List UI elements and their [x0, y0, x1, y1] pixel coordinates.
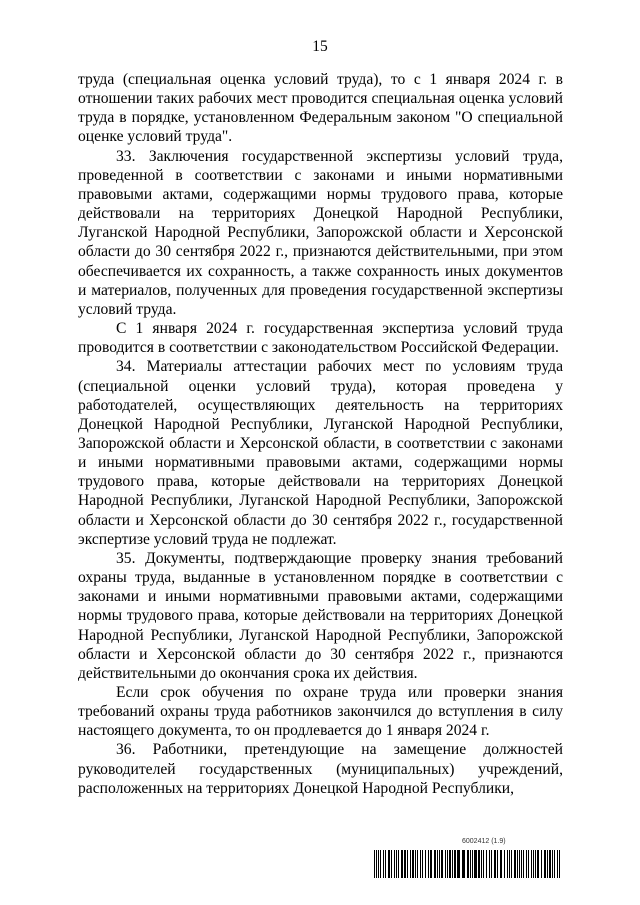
barcode-bar	[507, 850, 508, 878]
barcode-bar	[412, 850, 414, 878]
barcode-bar	[467, 850, 469, 878]
barcode-bar	[454, 850, 456, 878]
barcode-bar	[526, 850, 527, 878]
barcode-bar	[557, 850, 558, 878]
barcode-bar	[425, 850, 426, 878]
barcode-bar	[378, 850, 379, 878]
barcode-bar	[437, 850, 438, 878]
barcode-bar	[474, 850, 477, 878]
barcode-bar	[504, 850, 505, 878]
barcode-bar	[445, 850, 446, 878]
barcode-bar	[494, 850, 496, 878]
barcode-bar	[491, 850, 492, 878]
barcode-bar	[559, 850, 560, 878]
barcode-bar	[483, 850, 484, 878]
barcode-bar	[417, 850, 418, 878]
barcode-bar	[531, 850, 532, 878]
barcode-bar	[537, 850, 539, 878]
barcode-bar	[470, 850, 471, 878]
barcode-bar	[422, 850, 423, 878]
barcode-bar	[489, 850, 490, 878]
paragraph-item-33: 33. Заключения государственной экспертизы условий труда, проведенной в соответствии с законами и иными нормативными правовыми актами, содержащими нормы трудового права, которые действовали на территориях Донецкой Народной Республики, Луганской Народной Республики, Запорожской области и Херсонской области до 30 сентября 2022 г., признаются действительными, при этом обеспечивается их сохранность, а также сохранность иных документов и материалов, полученных для проведения государственной экспертизы условий труда.	[78, 147, 563, 318]
barcode-bar	[420, 850, 421, 878]
barcode-bar	[447, 850, 448, 878]
barcode-bar	[544, 850, 546, 878]
barcode-bar	[388, 850, 390, 878]
barcode-bar	[541, 850, 542, 878]
barcode-icon	[374, 850, 560, 878]
barcode-bar	[509, 850, 510, 878]
barcode-bar	[449, 850, 451, 878]
barcode-bar	[528, 850, 529, 878]
barcode-bar	[380, 850, 381, 878]
barcode-bar	[439, 850, 440, 878]
barcode-bar	[401, 850, 403, 878]
paragraph-continuation: труда (специальная оценка условий труда), то с 1 января 2024 г. в отношении таких рабочих мест проводится специальная оценка условий труда в порядке, установленном Федеральным законом "О специальной оценке условий труда".	[78, 71, 563, 146]
barcode-bar	[391, 850, 392, 878]
barcode-bar	[457, 850, 460, 878]
barcode-bar	[547, 850, 548, 878]
document-code: 6002412 (1.9)	[462, 838, 506, 845]
barcode-bar	[533, 850, 534, 878]
barcode-bar	[486, 850, 487, 878]
barcode-bar	[385, 850, 386, 878]
barcode-bar	[535, 850, 536, 878]
barcode-bar	[523, 850, 524, 878]
barcode-bar	[497, 850, 498, 878]
barcode-bar	[500, 850, 502, 878]
paragraph-item-33-cont: С 1 января 2024 г. государственная экспертиза условий труда проводится в соответствии с законодательством Российской Федерации.	[78, 320, 563, 357]
barcode-bar	[462, 850, 465, 878]
barcode-bar	[396, 850, 397, 878]
barcode-bar	[514, 850, 516, 878]
barcode-bar	[552, 850, 553, 878]
barcode-bar	[472, 850, 473, 878]
barcode-bar	[376, 850, 377, 878]
barcode-bar	[374, 850, 375, 878]
document-body	[78, 70, 563, 798]
barcode-bar	[452, 850, 453, 878]
paragraph-item-35: 35. Документы, подтверждающие проверку знания требований охраны труда, выданные в установленном порядке в соответствии с законами и иными нормативными правовыми актами, содержащими нормы трудового права, которые действовали на территориях Донецкой Народной Республики, Луганской Народной Республики, Запорожской области и Херсонской области до 30 сентября 2022 г., признаются действительными до окончания срока их действия.	[78, 549, 563, 682]
barcode-bar	[383, 850, 384, 878]
barcode-bar	[404, 850, 406, 878]
barcode-bar	[554, 850, 555, 878]
barcode-bar	[394, 850, 395, 878]
paragraph-item-35-cont: Если срок обучения по охране труда или проверки знания требований охраны труда работников закончился до вступления в силу настоящего документа, то он продлевается до 1 января 2024 г.	[78, 684, 563, 740]
barcode-bar	[521, 850, 522, 878]
page-number: 15	[312, 38, 328, 55]
barcode-bar	[441, 850, 443, 878]
barcode-bar	[511, 850, 512, 878]
barcode-bar	[481, 850, 482, 878]
barcode-bar	[398, 850, 399, 878]
barcode-bar	[519, 850, 520, 878]
barcode-bar	[434, 850, 436, 878]
barcode-bar	[478, 850, 480, 878]
paragraph-item-34: 34. Материалы аттестации рабочих мест по условиям труда (специальной оценки условий труда), которая проведена у работодателей, осуществляющих деятельность на территориях Донецкой Народной Республики, Луганской Народной Республики, Запорожской области и Херсонской области, в соответствии с законами и иными нормативными правовыми актами, содержащими нормы трудового права, которые действовали на территориях Донецкой Народной Республики, Луганской Народной Республики, Запорожской области и Херсонской области до 30 сентября 2022 г., государственной экспертизе условий труда не подлежат.	[78, 358, 563, 548]
barcode-bar	[415, 850, 416, 878]
barcode-bar	[428, 850, 429, 878]
barcode-bar	[430, 850, 432, 878]
barcode-bar	[410, 850, 411, 878]
paragraph-item-36: 36. Работники, претендующие на замещение должностей руководителей государственных (муниципальных) учреждений, расположенных на территориях Донецкой Народной Республики,	[78, 741, 563, 797]
barcode-bar	[407, 850, 408, 878]
barcode-bar	[549, 850, 551, 878]
barcode-bar	[517, 850, 518, 878]
